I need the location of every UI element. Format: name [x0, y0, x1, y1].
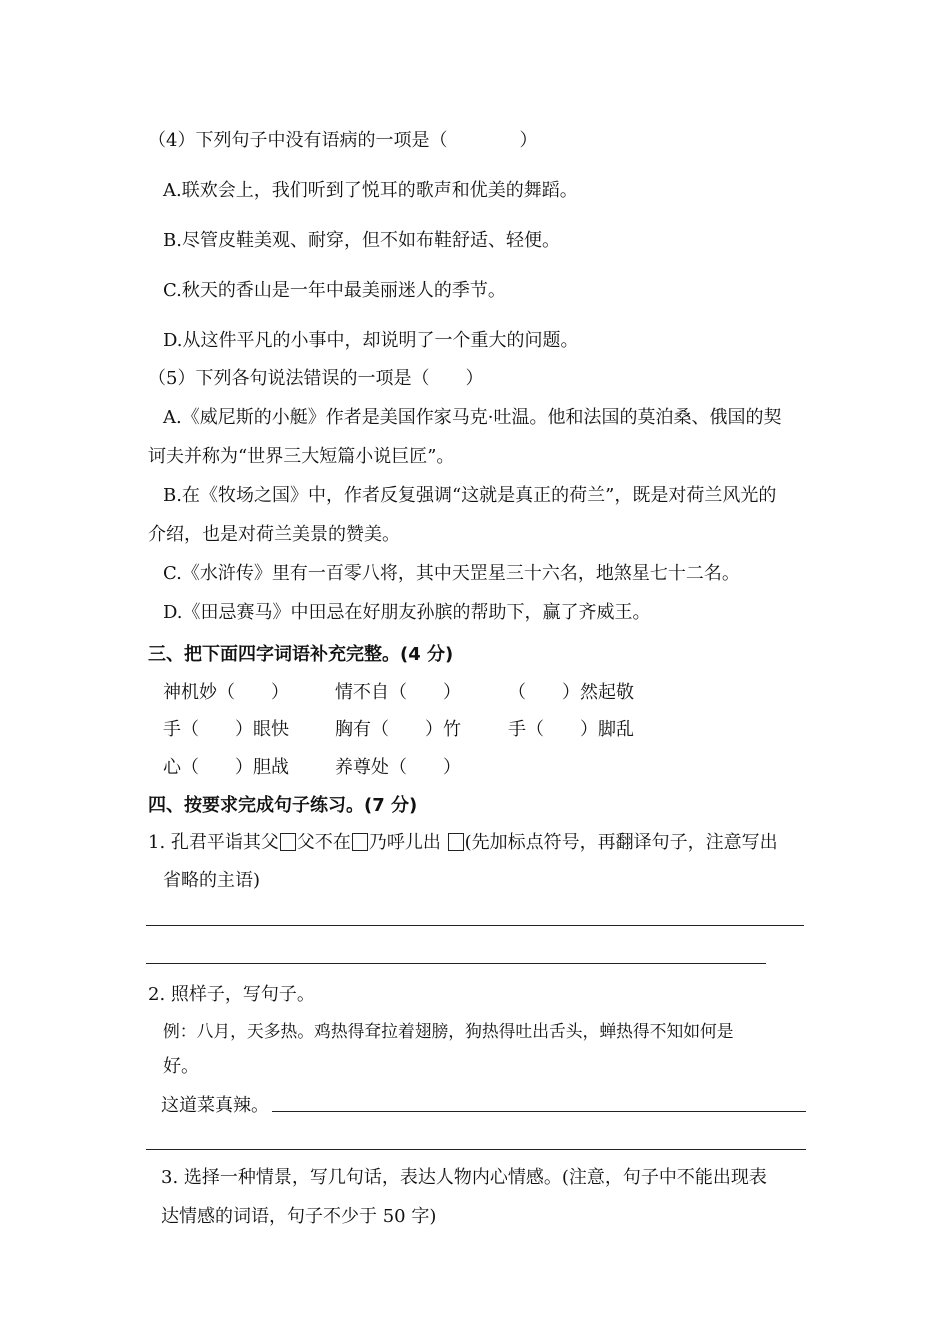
punctuation-box[interactable]: [448, 833, 464, 851]
q4-option-a: A.联欢会上，我们听到了悦耳的歌声和优美的舞蹈。: [163, 180, 578, 201]
answer-line[interactable]: [272, 1111, 806, 1112]
q5-option-a-line1: A.《威尼斯的小艇》作者是美国作家马克·吐温。他和法国的莫泊桑、俄国的契: [163, 407, 782, 428]
q5-option-b-line1: B.在《牧场之国》中，作者反复强调“这就是真正的荷兰”，既是对荷兰风光的: [163, 485, 777, 506]
q5-option-a-line2: 诃夫并称为“世界三大短篇小说巨匠”。: [148, 446, 455, 467]
idiom-cell: 胸有（ ）竹: [335, 719, 461, 740]
answer-line[interactable]: [146, 1149, 806, 1150]
q5-option-d: D.《田忌赛马》中田忌在好朋友孙膑的帮助下，赢了齐威王。: [163, 602, 651, 623]
answer-line[interactable]: [146, 963, 766, 964]
q4-option-d: D.从这件平凡的小事中，却说明了一个重大的问题。: [163, 330, 579, 351]
idiom-cell: 手（ ）脚乱: [508, 719, 634, 740]
q4-option-c: C.秋天的香山是一年中最美丽迷人的季节。: [163, 280, 506, 301]
idiom-cell: 养尊处（ ）: [335, 757, 461, 778]
item1-text: 1. 孔君平诣其父: [148, 832, 279, 853]
item1-text: 乃呼儿出: [368, 832, 441, 853]
q5-stem: （5）下列各句说法错误的一项是（ ）: [148, 368, 484, 389]
item3-line1: 3. 选择一种情景，写几句话，表达人物内心情感。(注意，句子中不能出现表: [161, 1167, 767, 1188]
item1-line2: 省略的主语): [163, 870, 261, 891]
q4-stem: （4）下列句子中没有语病的一项是（ ）: [148, 130, 538, 151]
idiom-cell: 神机妙（ ）: [163, 682, 289, 703]
item2-title: 2. 照样子，写句子。: [148, 984, 315, 1005]
item2-prompt: 这道菜真辣。: [161, 1095, 269, 1116]
idiom-cell: 情不自（ ）: [335, 682, 461, 703]
idiom-cell: 手（ ）眼快: [163, 719, 289, 740]
q5-option-c: C.《水浒传》里有一百零八将，其中天罡星三十六名，地煞星七十二名。: [163, 563, 740, 584]
item2-example-line2: 好。: [163, 1056, 199, 1077]
punctuation-box[interactable]: [352, 833, 368, 851]
section4-title: 四、按要求完成句子练习。(7 分): [148, 795, 418, 816]
punctuation-box[interactable]: [280, 833, 296, 851]
section3-title: 三、把下面四字词语补充完整。(4 分): [148, 644, 454, 665]
item1-text: (先加标点符号，再翻译句子，注意写出: [464, 832, 778, 853]
idiom-cell: （ ）然起敬: [508, 682, 634, 703]
q5-option-b-line2: 介绍，也是对荷兰美景的赞美。: [148, 524, 400, 545]
item3-line2: 达情感的词语，句子不少于 50 字): [161, 1206, 437, 1227]
item2-example-line1: 例：八月，天多热。鸡热得耷拉着翅膀，狗热得吐出舌头，蝉热得不知如何是: [163, 1021, 734, 1041]
q4-option-b: B.尽管皮鞋美观、耐穿，但不如布鞋舒适、轻便。: [163, 230, 560, 251]
item1-text: 父不在: [296, 832, 351, 853]
idiom-cell: 心（ ）胆战: [163, 757, 289, 778]
answer-line[interactable]: [146, 925, 804, 926]
item1-line1: [148, 831, 778, 855]
